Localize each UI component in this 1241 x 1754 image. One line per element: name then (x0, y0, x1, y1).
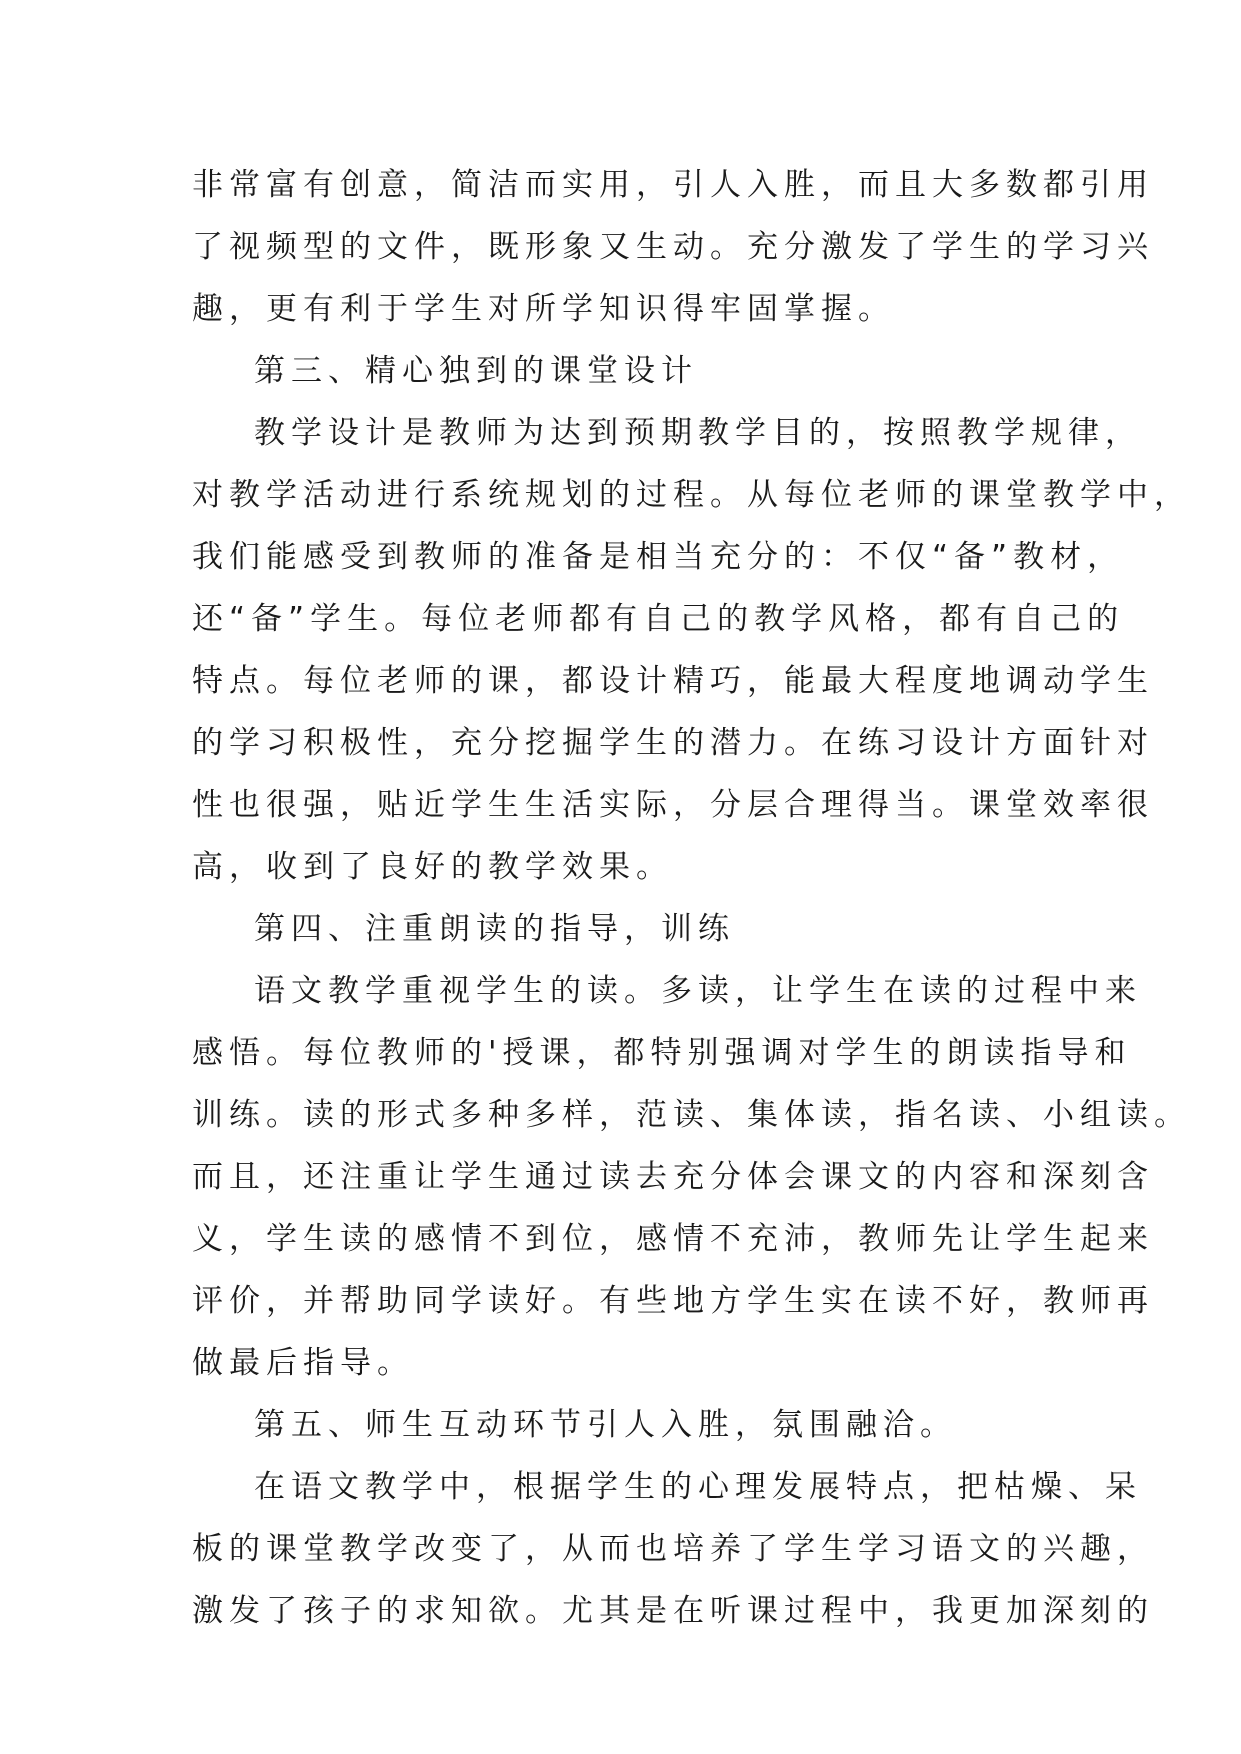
text-line: 趣，更有利于学生对所学知识得牢固掌握。 (192, 291, 895, 327)
text-line: 感悟。每位教师的'授课，都特别强调对学生的朗读指导和 (192, 1035, 1132, 1071)
text-line: 性也很强，贴近学生生活实际，分层合理得当。课堂效率很 (192, 787, 1154, 823)
text-line: 义，学生读的感情不到位，感情不充沛，教师先让学生起来 (192, 1221, 1154, 1257)
text-line: 板的课堂教学改变了，从而也培养了学生学习语文的兴趣， (192, 1531, 1154, 1567)
text-line: 教学设计是教师为达到预期教学目的，按照教学规律， (254, 415, 1142, 451)
text-line: 我们能感受到教师的准备是相当充分的：不仅“备”教材， (192, 539, 1125, 575)
body-text (192, 154, 1191, 1642)
text-line: 激发了孩子的求知欲。尤其是在听课过程中，我更加深刻的 (192, 1593, 1154, 1629)
text-line: 而且，还注重让学生通过读去充分体会课文的内容和深刻含 (192, 1159, 1154, 1195)
text-line: 高，收到了良好的教学效果。 (192, 849, 673, 885)
text-line: 特点。每位老师的课，都设计精巧，能最大程度地调动学生 (192, 663, 1154, 699)
text-line: 的学习积极性，充分挖掘学生的潜力。在练习设计方面针对 (192, 725, 1154, 761)
text-line: 非常富有创意，简洁而实用，引人入胜，而且大多数都引用 (192, 167, 1154, 203)
section-heading: 第三、精心独到的课堂设计 (254, 353, 698, 389)
text-line: 语文教学重视学生的读。多读，让学生在读的过程中来 (254, 973, 1142, 1009)
text-line: 在语文教学中，根据学生的心理发展特点，把枯燥、呆 (254, 1469, 1142, 1505)
text-line: 对教学活动进行系统规划的过程。从每位老师的课堂教学中， (192, 477, 1191, 513)
section-heading: 第五、师生互动环节引人入胜，氛围融洽。 (254, 1407, 957, 1443)
text-line: 评价，并帮助同学读好。有些地方学生实在读不好，教师再 (192, 1283, 1154, 1319)
text-line: 做最后指导。 (192, 1345, 414, 1381)
section-heading: 第四、注重朗读的指导，训练 (254, 911, 735, 947)
text-line: 了视频型的文件，既形象又生动。充分激发了学生的学习兴 (192, 229, 1154, 265)
text-line: 还“备”学生。每位老师都有自己的教学风格，都有自己的 (192, 601, 1125, 637)
text-line: 训练。读的形式多种多样，范读、集体读，指名读、小组读。 (192, 1097, 1191, 1133)
